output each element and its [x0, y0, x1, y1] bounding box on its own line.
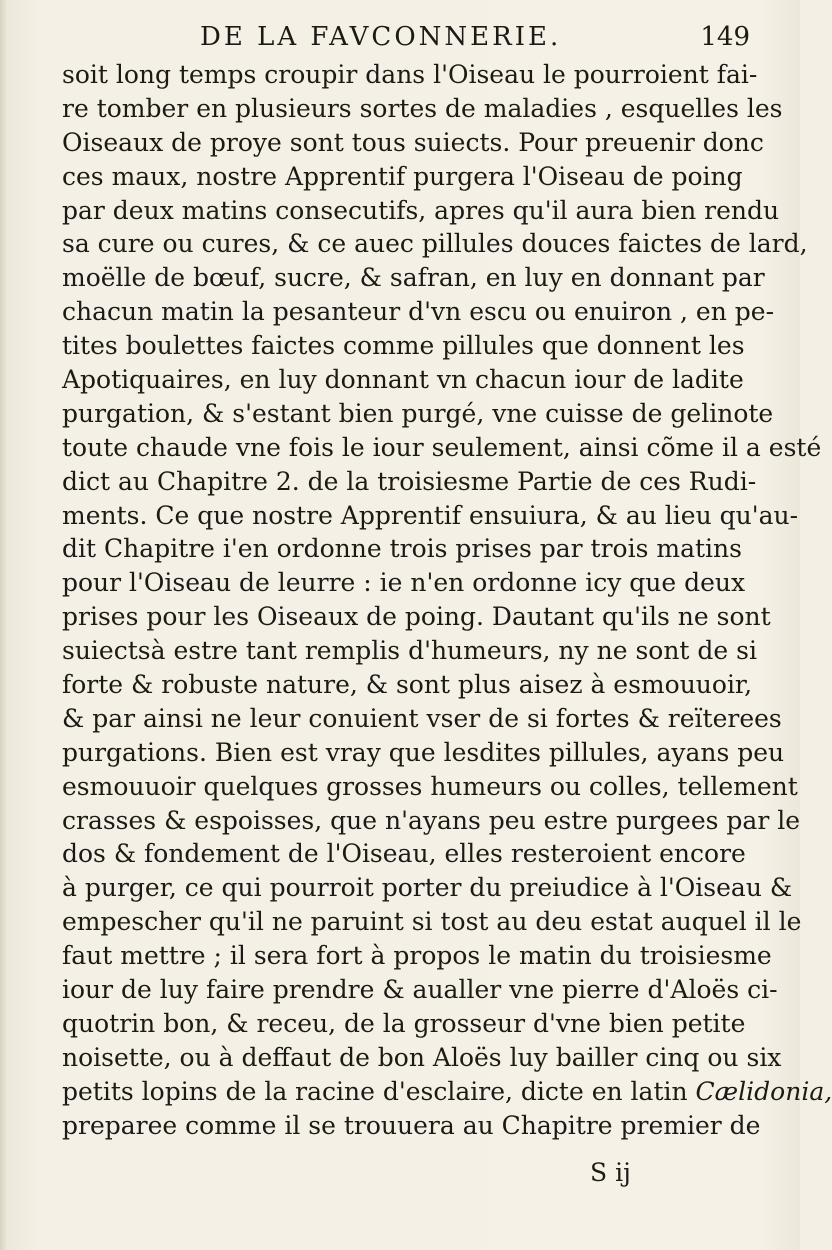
text-line: sa cure ou cures, & ce auec pillules douces faictes de lard,: [62, 229, 808, 259]
text-line: re tomber en plusieurs sortes de maladies , esquelles les: [62, 93, 783, 123]
text-line: crasses & espoisses, que n'ayans peu estre purgees par le: [62, 805, 801, 835]
text-line: esmouuoir quelques grosses humeurs ou colles, tellement: [62, 771, 798, 801]
running-head: DE LA FAVCONNERIE.: [200, 22, 562, 52]
text-line-segment: petits lopins de la racine d'esclaire, dicte en latin: [62, 1076, 688, 1106]
text-line: & par ainsi ne leur conuient vser de si fortes & reïterees: [62, 703, 782, 733]
text-line: moëlle de bœuf, sucre, & safran, en luy en donnant par: [62, 263, 765, 293]
text-line: preparee comme il se trouuera au Chapitre premier de: [62, 1110, 761, 1140]
text-line: forte & robuste nature, & sont plus aisez à esmouuoir,: [62, 670, 753, 700]
text-line: suiectsà estre tant remplis d'humeurs, ny ne sont de si: [62, 636, 757, 666]
text-line: purgations. Bien est vray que lesdites pillules, ayans peu: [62, 737, 785, 767]
text-line: quotrin bon, & receu, de la grosseur d'vne bien petite: [62, 1008, 746, 1038]
text-line: Apotiquaires, en luy donnant vn chacun iour de ladite: [62, 365, 744, 395]
italic-latin-word: Cælidonia,: [695, 1076, 832, 1106]
text-line: par deux matins consecutifs, apres qu'il aura bien rendu: [62, 195, 780, 225]
text-line: dit Chapitre i'en ordonne trois prises par trois matins: [62, 534, 742, 564]
page-spine-shadow: [0, 0, 8, 1250]
text-line: prises pour les Oiseaux de poing. Dautant qu'ils ne sont: [62, 602, 771, 632]
page-header: [60, 16, 750, 58]
text-line: purgation, & s'estant bien purgé, vne cuisse de gelinote: [62, 398, 774, 428]
text-line: ces maux, nostre Apprentif purgera l'Oiseau de poing: [62, 161, 743, 191]
body-text: [62, 58, 832, 1143]
text-line: soit long temps croupir dans l'Oiseau le pourroient fai-: [62, 60, 758, 89]
text-line: à purger, ce qui pourroit porter du preiudice à l'Oiseau &: [62, 873, 793, 903]
text-line: Oiseaux de proye sont tous suiects. Pour preuenir donc: [62, 127, 764, 157]
text-line: pour l'Oiseau de leurre : ie n'en ordonne icy que deux: [62, 568, 746, 598]
text-line: toute chaude vne fois le iour seulement, ainsi cõme il a esté: [62, 432, 822, 462]
text-line: chacun matin la pesanteur d'vn escu ou enuiron , en pe-: [62, 297, 775, 327]
page-number: 149: [700, 22, 750, 52]
text-line: noisette, ou à deffaut de bon Aloës luy bailler cinq ou six: [62, 1042, 782, 1072]
text-line: empescher qu'il ne paruint si tost au deu estat auquel il le: [62, 907, 802, 937]
text-line: faut mettre ; il sera fort à propos le matin du troisiesme: [62, 941, 772, 971]
text-line: dict au Chapitre 2. de la troisiesme Partie de ces Rudi-: [62, 466, 757, 496]
text-line: iour de luy faire prendre & aualler vne pierre d'Aloës ci-: [62, 975, 778, 1005]
text-line: ments. Ce que nostre Apprentif ensuiura, & au lieu qu'au-: [62, 500, 799, 530]
text-line: dos & fondement de l'Oiseau, elles resteroient encore: [62, 839, 746, 869]
text-line-with-italic: [62, 1075, 832, 1109]
text-line: tites boulettes faictes comme pillules que donnent les: [62, 331, 745, 361]
signature-mark: S ij: [590, 1158, 631, 1187]
